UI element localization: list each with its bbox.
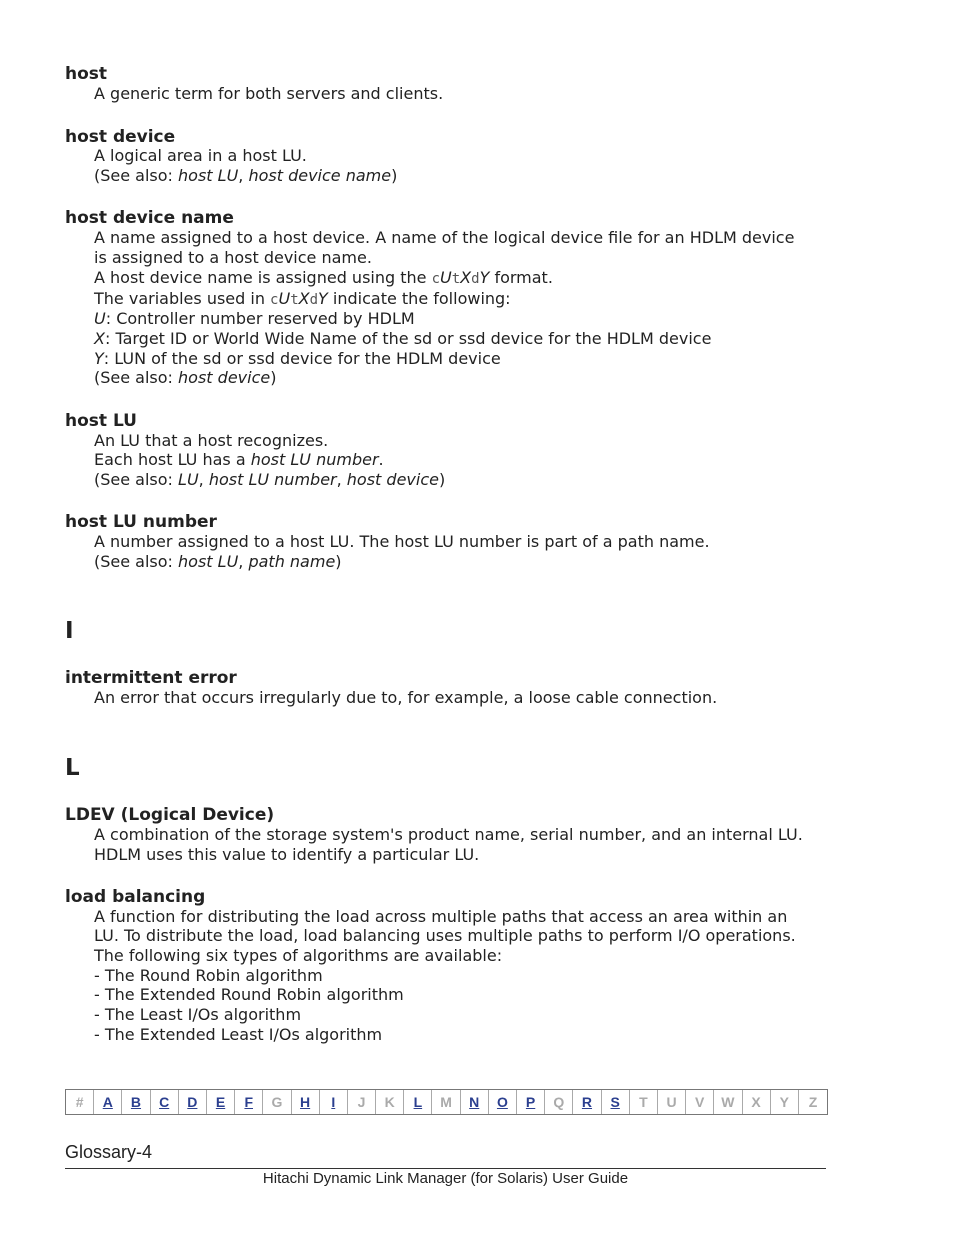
alphabet-link-m: M [432, 1090, 460, 1114]
format-y: Y [318, 289, 328, 308]
definition-line: A name assigned to a host device. A name of the logical device file for an HDLM device [94, 228, 795, 247]
see-also-label: (See also: [94, 552, 179, 571]
glossary-term-intermittent-error: intermittent error [65, 668, 237, 688]
glossary-term-host-device-name: host device name [65, 208, 234, 228]
alphabet-link-k: K [376, 1090, 404, 1114]
section-heading-i: I [65, 618, 74, 644]
close-paren: ) [438, 470, 446, 489]
emphasis: host LU number [250, 450, 379, 469]
glossary-term-host-lu: host LU [65, 411, 137, 431]
variable-desc: : Controller number reserved by HDLM [105, 309, 415, 328]
separator: , [238, 552, 249, 571]
alphabet-link-hash: # [66, 1090, 94, 1114]
page-number: Glossary-4 [65, 1142, 153, 1162]
alphabet-link-q: Q [545, 1090, 573, 1114]
see-also-host-device-name [94, 368, 276, 388]
format-u: U [278, 289, 291, 308]
alphabet-link-j: J [348, 1090, 376, 1114]
see-also-link[interactable]: path name [248, 552, 336, 571]
list-item: - The Least I/Os algorithm [94, 1005, 302, 1024]
alphabet-link-a[interactable]: A [94, 1090, 122, 1114]
book-title: Hitachi Dynamic Link Manager (for Solaris) User Guide [262, 1170, 629, 1187]
see-also-link[interactable]: host LU [178, 166, 239, 185]
format-u: U [440, 268, 452, 287]
variable-name: Y [94, 349, 104, 368]
definition-intermittent-error: An error that occurs irregularly due to, for example, a loose cable connection. [94, 688, 718, 707]
definition-host-lu-number: A number assigned to a host LU. The host LU number is part of a path name. [94, 532, 710, 551]
see-also-link[interactable]: LU [178, 470, 199, 489]
see-also-host-lu-number [94, 552, 342, 572]
variable-desc: : Target ID or World Wide Name of the sd or ssd device for the HDLM device [104, 329, 712, 348]
glossary-term-host: host [65, 64, 108, 84]
alphabet-link-c[interactable]: C [151, 1090, 179, 1114]
glossary-term-load-balancing: load balancing [65, 887, 206, 907]
text: format. [489, 268, 553, 287]
variable-y [94, 349, 501, 369]
separator: , [238, 166, 249, 185]
alphabet-link-p[interactable]: P [517, 1090, 545, 1114]
close-paren: ) [270, 368, 277, 387]
glossary-term-host-lu-number: host LU number [65, 512, 217, 532]
alphabet-link-b[interactable]: B [122, 1090, 150, 1114]
text: Each host LU has a [94, 450, 251, 469]
variable-name: X [94, 329, 105, 348]
alphabet-link-g: G [263, 1090, 291, 1114]
see-also-host-lu [94, 470, 445, 490]
variable-name: U [94, 309, 106, 328]
format-d: d [471, 271, 480, 287]
definition-host: A generic term for both servers and clients. [94, 84, 444, 103]
definition-line [94, 450, 384, 470]
separator: , [198, 470, 209, 489]
definition-line: The following six types of algorithms are available: [94, 946, 503, 965]
format-x: X [460, 268, 472, 287]
list-item: - The Extended Round Robin algorithm [94, 985, 404, 1004]
definition-line: A combination of the storage system's product name, serial number, and an internal LU. [94, 825, 803, 844]
alphabet-link-u: U [658, 1090, 686, 1114]
see-also-link[interactable]: host device name [248, 166, 392, 185]
text: A host device name is assigned using the [94, 268, 432, 287]
glossary-term-ldev: LDEV (Logical Device) [65, 805, 275, 825]
format-c: c [431, 271, 441, 287]
definition-line: LU. To distribute the load, load balancing uses multiple paths to perform I/O operations. [94, 926, 796, 945]
alphabet-link-x: X [743, 1090, 771, 1114]
format-d: d [309, 292, 319, 308]
text: indicate the following: [327, 289, 511, 308]
see-also-host-device [94, 166, 397, 186]
format-y: Y [479, 268, 490, 287]
list-item: - The Round Robin algorithm [94, 966, 323, 985]
alphabet-link-r[interactable]: R [573, 1090, 601, 1114]
footer-divider [65, 1168, 826, 1169]
variable-x [94, 329, 711, 349]
alphabet-link-d[interactable]: D [179, 1090, 207, 1114]
list-item: - The Extended Least I/Os algorithm [94, 1025, 383, 1044]
alphabet-link-y: Y [771, 1090, 799, 1114]
separator: , [336, 470, 347, 489]
alphabet-link-n[interactable]: N [461, 1090, 489, 1114]
text: . [378, 450, 384, 469]
glossary-term-host-device: host device [65, 127, 176, 147]
format-x: X [298, 289, 310, 308]
close-paren: ) [391, 166, 398, 185]
alphabet-link-v: V [686, 1090, 714, 1114]
alphabet-link-w: W [714, 1090, 742, 1114]
see-also-link[interactable]: host device [178, 368, 271, 387]
alphabet-index-nav [65, 1089, 828, 1115]
text: The variables used in [94, 289, 271, 308]
see-also-link[interactable]: host LU number [208, 470, 337, 489]
close-paren: ) [335, 552, 342, 571]
format-t: t [290, 292, 299, 308]
alphabet-link-s[interactable]: S [602, 1090, 630, 1114]
definition-host-lu: An LU that a host recognizes. [94, 431, 329, 450]
format-t: t [451, 271, 461, 287]
see-also-link[interactable]: host device [346, 470, 439, 489]
alphabet-link-o[interactable]: O [489, 1090, 517, 1114]
alphabet-link-t: T [630, 1090, 658, 1114]
see-also-label: (See also: [94, 470, 179, 489]
format-c: c [270, 292, 279, 308]
alphabet-link-i[interactable]: I [320, 1090, 348, 1114]
definition-line: A function for distributing the load across multiple paths that access an area within an [94, 907, 788, 926]
see-also-label: (See also: [94, 368, 179, 387]
alphabet-link-l[interactable]: L [404, 1090, 432, 1114]
definition-line: is assigned to a host device name. [94, 248, 372, 267]
alphabet-link-h[interactable]: H [292, 1090, 320, 1114]
variable-u [94, 309, 415, 329]
definition-host-device: A logical area in a host LU. [94, 146, 307, 165]
definition-line: HDLM uses this value to identify a particular LU. [94, 845, 480, 864]
alphabet-link-e[interactable]: E [207, 1090, 235, 1114]
definition-line [94, 289, 511, 310]
see-also-link[interactable]: host LU [178, 552, 239, 571]
alphabet-link-z: Z [808, 1094, 818, 1110]
variable-desc: : LUN of the sd or ssd device for the HDLM device [103, 349, 501, 368]
definition-line [94, 268, 553, 289]
section-heading-l: L [65, 755, 80, 781]
alphabet-link-f[interactable]: F [235, 1090, 263, 1114]
see-also-label: (See also: [94, 166, 179, 185]
